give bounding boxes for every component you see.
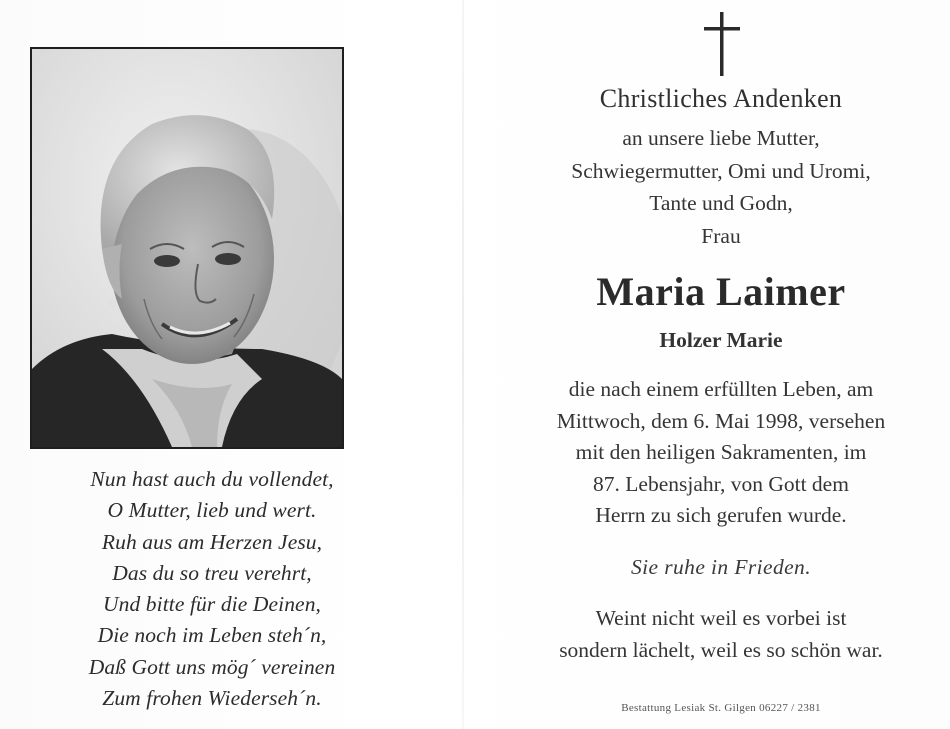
poem-line: Ruh aus am Herzen Jesu, xyxy=(101,529,323,554)
notice-line: 87. Lebensjahr, von Gott dem xyxy=(593,471,849,496)
portrait-photo xyxy=(30,47,344,449)
poem-line: Daß Gott uns mög´ vereinen xyxy=(88,654,336,679)
poem-line: Und bitte für die Deinen, xyxy=(102,592,322,617)
notice-line: die nach einem erfüllten Leben, am xyxy=(568,377,874,401)
notice-line: mit den heiligen Sakramenten, im xyxy=(575,440,867,465)
poem-line: Zum frohen Wiederseh´n. xyxy=(102,686,322,711)
card-title: Christliches Andenken xyxy=(599,84,843,113)
funeral-home-footer: Bestattung Lesiak St. Gilgen 06227 / 2381 xyxy=(621,702,821,714)
intro-block xyxy=(492,122,950,252)
cross-icon xyxy=(704,12,740,76)
notice-line: Herrn zu sich gerufen wurde. xyxy=(595,503,847,528)
deceased-name: Maria Laimer xyxy=(596,269,846,314)
farewell-quote xyxy=(492,603,950,666)
portrait-illustration xyxy=(32,49,342,447)
intro-line: Schwiegermutter, Omi und Uromi, xyxy=(571,158,871,183)
poem-line: Das du so treu verehrt, xyxy=(112,560,312,585)
intro-line: Frau xyxy=(701,223,741,248)
card-fold xyxy=(462,0,464,729)
death-notice xyxy=(492,374,950,532)
deceased-nickname: Holzer Marie xyxy=(659,328,783,352)
farewell-line: Weint nicht weil es vorbei ist xyxy=(595,606,847,630)
poem xyxy=(20,464,404,714)
poem-line: Die noch im Leben steh´n, xyxy=(97,623,327,648)
poem-line: Nun hast auch du vollendet, xyxy=(90,467,334,491)
rest-in-peace: Sie ruhe in Frieden. xyxy=(631,555,811,579)
poem-line: O Mutter, lieb und wert. xyxy=(107,498,317,523)
farewell-line: sondern lächelt, weil es so schön war. xyxy=(559,637,883,662)
obituary-text-panel xyxy=(492,0,950,729)
intro-line: an unsere liebe Mutter, xyxy=(622,126,820,150)
intro-line: Tante und Godn, xyxy=(649,191,793,215)
notice-line: Mittwoch, dem 6. Mai 1998, versehen xyxy=(556,408,886,433)
